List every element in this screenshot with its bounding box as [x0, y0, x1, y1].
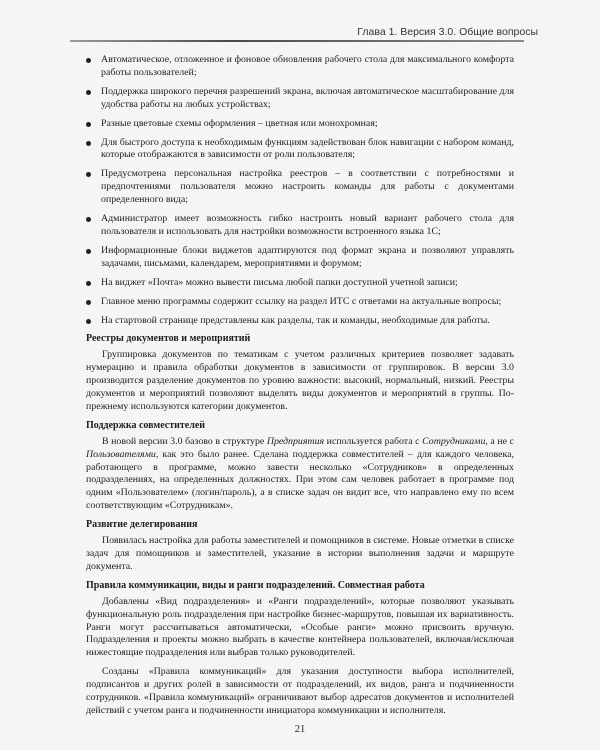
bullet-icon [86, 217, 91, 222]
section-heading-substitutes: Поддержка совместителей [86, 419, 206, 431]
section-text-communication-1: Добавлены «Вид подразделения» и «Ранги подразделений», которые позволяют указывать функциональную роль подразделения при настройке бизнес-маршрутов, повышая их вариативность. Ранги могут рассчитываться автоматически, «Особые ранги» можно присвоить вручную. Подразделения и проекты можно выбрать в качестве контейнера пользователей, включая/исключая нижестоящие подразделения или выбрав только руководителей. [86, 595, 514, 659]
page-number: 21 [294, 724, 306, 735]
section-text-delegation: Появилась настройка для работы заместителей и помощников в системе. Новые отметки в списке задач для помощников и заместителей, указание в истории выполнения задачи и маршруте документа. [86, 535, 514, 572]
bullet-icon [86, 122, 91, 127]
page-content [86, 54, 514, 724]
list-item-text: Автоматическое, отложенное и фоновое обновления рабочего стола для максимального комфорта работы пользователей; [101, 54, 514, 78]
list-item [86, 315, 514, 328]
text-fragment: В новой версии 3.0 базово в структуре [102, 435, 267, 447]
emphasis-employees: Сотрудниками [422, 435, 486, 447]
section-heading-registries: Реестры документов и мероприятий [86, 333, 251, 345]
list-item-text: Разные цветовые схемы оформления – цветная или монохромная; [101, 117, 378, 129]
text-fragment: используется работа с [324, 435, 423, 447]
bullet-icon [86, 249, 91, 254]
bullet-icon [86, 141, 91, 146]
list-item [86, 168, 514, 207]
list-item [86, 86, 514, 112]
page-header [0, 0, 600, 46]
list-item [86, 296, 514, 309]
header-rule [70, 40, 524, 42]
section-text-registries: Группировка документов по тематикам с учетом различных критериев позволяет задавать нумерацию и правила обработки документов в зависимости от группировок. В версии 3.0 производится разделение документов по уровню важности: высокий, нормальный, низкий. Реестры документов и мероприятий позволяют выделять виды документов и мероприятий в группы. По-прежнему используются категории документов. [86, 349, 514, 412]
emphasis-users: Пользователями [86, 448, 156, 460]
list-item-text: На виджет «Почта» можно вывести письма любой папки доступной учетной записи; [101, 276, 458, 288]
bullet-icon [86, 90, 91, 95]
list-item-text: Предусмотрена персональная настройка реестров – в соответствии с потребностями и предпочтениями пользователя можно настроить команды для работы с документами определенного вида; [101, 168, 514, 206]
text-fragment: , как это было ранее. Сделана поддержка совместителей – для каждого человека, работающего в программе, можно завести несколько «Сотрудников» в определенных подразделениях, на определенных должностях. При этом сам человек работает в программе под одним «Пользователем» (логин/пароль), а в списке задач он видит все, что направлено ему по всем соответствующим «Сотрудникам». [86, 448, 514, 512]
list-item [86, 277, 514, 290]
list-item [86, 245, 514, 271]
list-item [86, 54, 514, 80]
emphasis-enterprise: Предприятия [266, 435, 325, 447]
list-item-text: Администратор имеет возможность гибко настроить новый вариант рабочего стола для пользователя и использовать для настройки возможности встроенного языка 1С; [101, 213, 514, 237]
section-text-communication-2: Созданы «Правила коммуникаций» для указания доступности выбора исполнителей, подписантов и других ролей в зависимости от подразделений, их видов, ранга и подчиненности сотрудников. «Правила коммуникаций» ограничивают выбор адресатов документов и исполнителей действий с учетом ранга и подчиненности инициатора коммуникации и исполнителя. [86, 666, 514, 716]
list-item-text: Информационные блоки виджетов адаптируются под формат экрана и позволяют управлять задачами, письмами, календарем, мероприятиями и форумом; [101, 244, 514, 269]
bullet-icon [86, 300, 91, 305]
list-item-text: Главное меню программы содержит ссылку на раздел ИТС с ответами на актуальные вопросы; [101, 295, 502, 307]
list-item-text: На стартовой странице представлены как разделы, так и команды, необходимые для работы. [101, 314, 490, 326]
bullet-icon [86, 172, 91, 177]
bullet-icon [86, 58, 91, 63]
list-item-text: Для быстрого доступа к необходимым функциям задействован блок навигации с набором команд, которые отображаются в зависимости от роли пользователя; [101, 136, 514, 161]
section-heading-delegation: Развитие делегирования [86, 519, 198, 531]
section-text-substitutes [86, 436, 514, 513]
list-item-text: Поддержка широкого перечня разрешений экрана, включая автоматическое масштабирование для удобства работы на любых устройствах; [101, 85, 514, 110]
section-heading-communication: Правила коммуникации, виды и ранги подразделений. Совместная работа [86, 579, 425, 591]
feature-list [86, 54, 514, 327]
running-head: Глава 1. Версия 3.0. Общие вопросы [357, 26, 538, 38]
bullet-icon [86, 281, 91, 286]
list-item [86, 137, 514, 163]
text-fragment: , а не с [485, 435, 514, 447]
list-item [86, 118, 514, 131]
bullet-icon [86, 319, 91, 324]
list-item [86, 213, 514, 239]
